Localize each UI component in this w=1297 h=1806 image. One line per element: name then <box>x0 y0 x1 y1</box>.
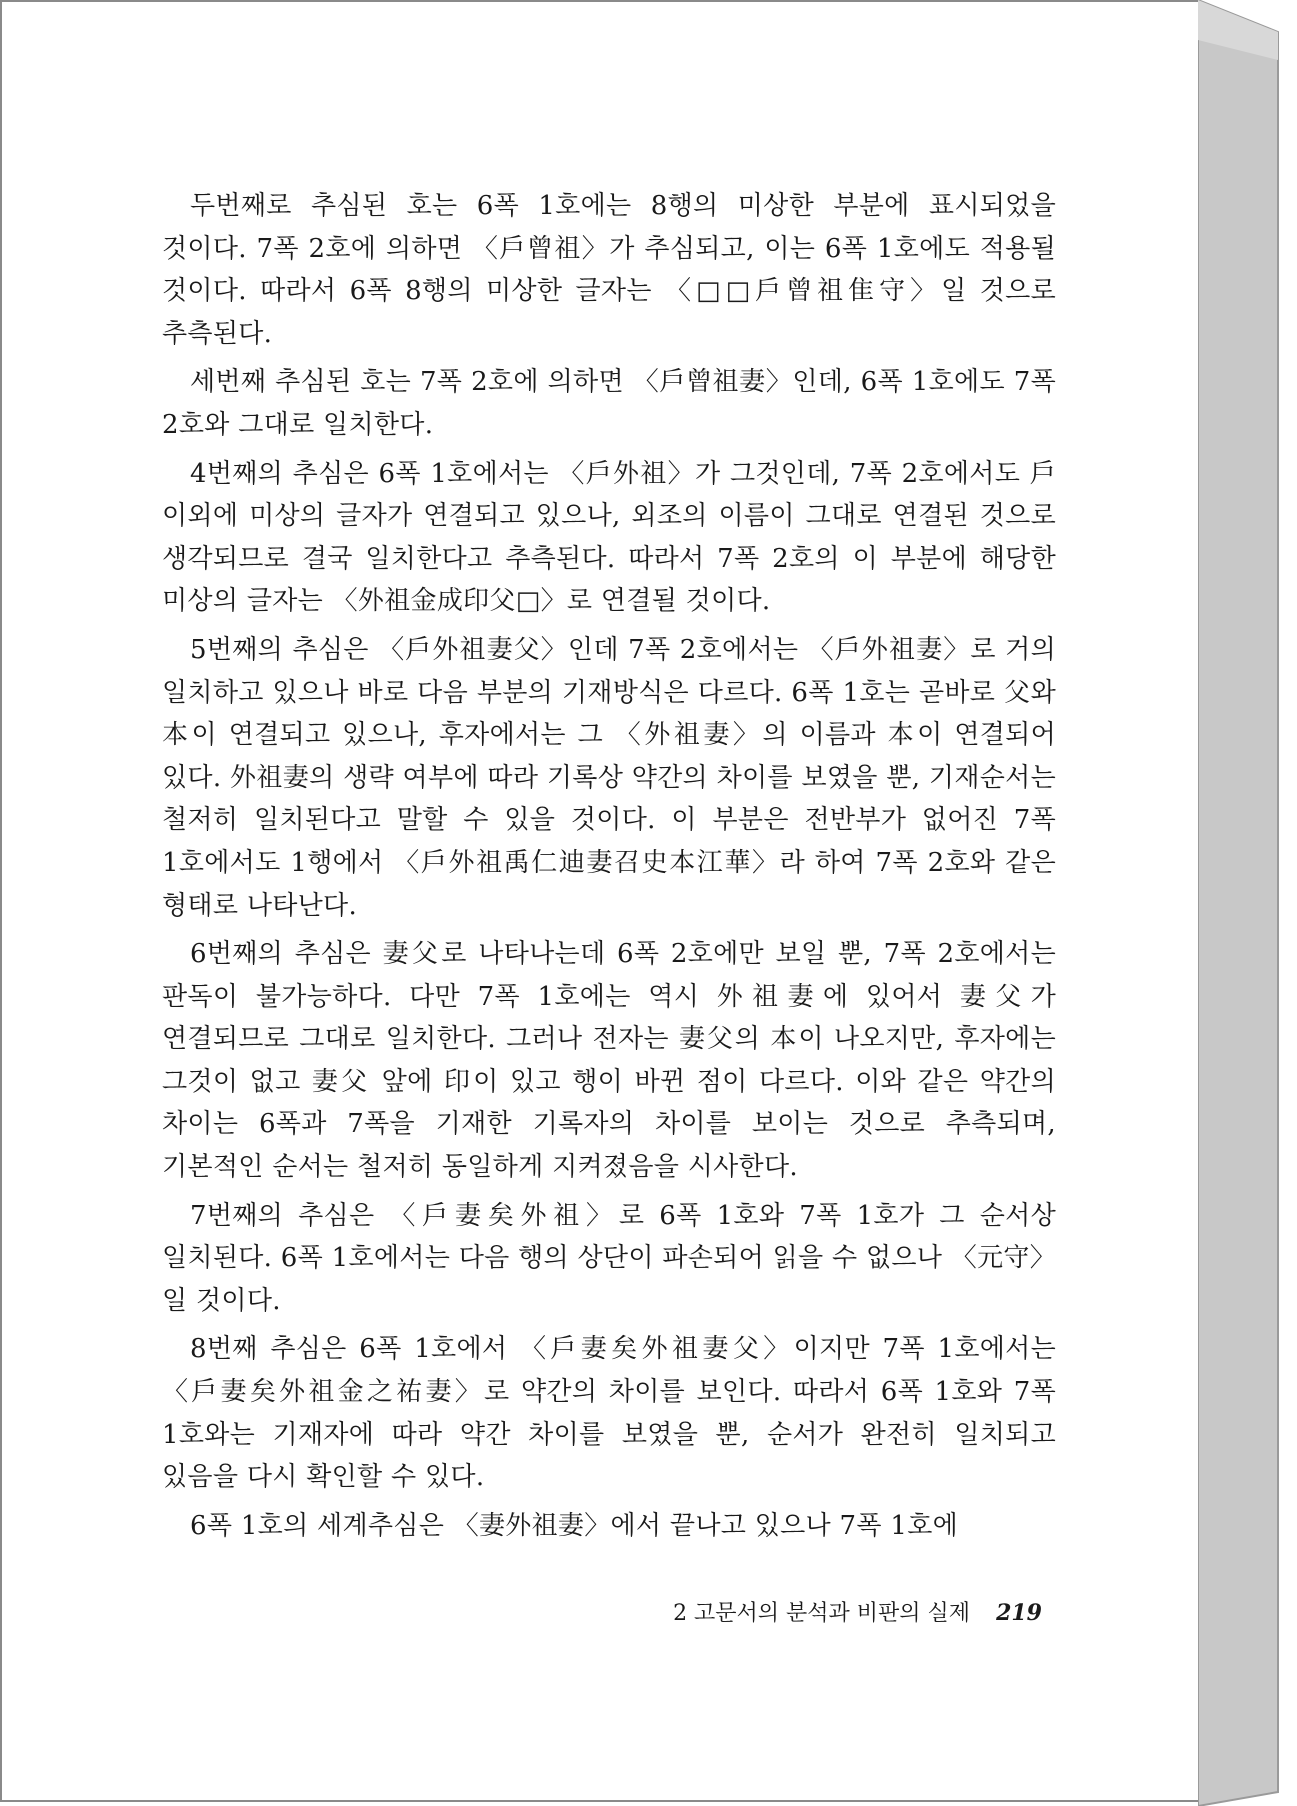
paragraph-3: 4번째의 추심은 6폭 1호에서는 〈戶外祖〉가 그것인데, 7폭 2호에서도 戶 이외에 미상의 글자가 연결되고 있으나, 외조의 이름이 그대로 연결된 것으로 생각되므로 결국 일치한다고 추측된다. 따라서 7폭 2호의 이 부분에 해당한 미상의 글자는 〈外祖金成印父□〉로 연결될 것이다. <box>162 458 1056 617</box>
paragraph-4: 5번째의 추심은 〈戶外祖妻父〉인데 7폭 2호에서는 〈戶外祖妻〉로 거의 일치하고 있으나 바로 다음 부분의 기재방식은 다르다. 6폭 1호는 곧바로 父와 本이 연결되고 있으나, 후자에서는 그 〈外祖妻〉의 이름과 本이 연결되어 있다. 外祖妻의 생략 여부에 따라 기록상 약간의 차이를 보였을 뿐, 기재순서는 철저히 일치된다고 말할 수 있을 것이다. 이 부분은 전반부가 없어진 7폭 1호에서도 1행에서 〈戶外祖禹仁迪妻召史本江華〉라 하여 7폭 2호와 같은 형태로 나타난다. <box>162 634 1056 921</box>
paragraph-6: 7번째의 추심은 〈戶妻矣外祖〉로 6폭 1호와 7폭 1호가 그 순서상 일치된다. 6폭 1호에서는 다음 행의 상단이 파손되어 읽을 수 없으나 〈元守〉일 것이다. <box>162 1200 1056 1316</box>
body-text <box>162 185 1056 1553</box>
paragraph-7: 8번째 추심은 6폭 1호에서 〈戶妻矣外祖妻父〉이지만 7폭 1호에서는 〈戶妻矣外祖金之祐妻〉로 약간의 차이를 보인다. 따라서 6폭 1호와 7폭 1호와는 기재자에 따라 약간 차이를 보였을 뿐, 순서가 완전히 일치되고 있음을 다시 확인할 수 있다. <box>162 1334 1056 1493</box>
paragraph-2: 세번째 추심된 호는 7폭 2호에 의하면 〈戶曾祖妻〉인데, 6폭 1호에도 7폭 2호와 그대로 일치한다. <box>162 367 1056 440</box>
page-number: 219 <box>996 1600 1042 1626</box>
running-title: 2 고문서의 분석과 비판의 실제 <box>673 1601 971 1626</box>
book-spine-edge <box>1198 0 1297 1806</box>
paragraph-8: 6폭 1호의 세계추심은 〈妻外祖妻〉에서 끝나고 있으나 7폭 1호에 <box>190 1510 959 1541</box>
page-footer <box>582 1598 1042 1629</box>
paragraph-5: 6번째의 추심은 妻父로 나타나는데 6폭 2호에만 보일 뿐, 7폭 2호에서는 판독이 불가능하다. 다만 7폭 1호에는 역시 外祖妻에 있어서 妻父가 연결되므로 그대로 일치한다. 그러나 전자는 妻父의 本이 나오지만, 후자에는 그것이 없고 妻父 앞에 印이 있고 행이 바뀐 점이 다르다. 이와 같은 약간의 차이는 6폭과 7폭을 기재한 기록자의 차이를 보이는 것으로 추측되며, 기본적인 순서는 철저히 동일하게 지켜졌음을 시사한다. <box>162 939 1056 1183</box>
paragraph-1: 두번째로 추심된 호는 6폭 1호에는 8행의 미상한 부분에 표시되었을 것이다. 7폭 2호에 의하면 〈戶曾祖〉가 추심되고, 이는 6폭 1호에도 적용될 것이다. 따라서 6폭 8행의 미상한 글자는 〈□□戶曾祖隹守〉일 것으로 추측된다. <box>162 191 1056 349</box>
